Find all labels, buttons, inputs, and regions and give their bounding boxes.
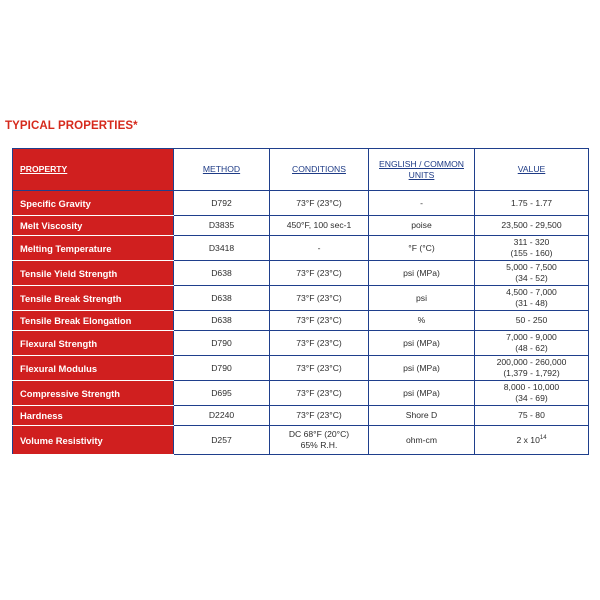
units-cell: ohm-cm (369, 426, 475, 455)
conditions-cell: 73°F (23°C) (270, 381, 369, 406)
value-cell (475, 356, 589, 381)
table-row (13, 236, 589, 261)
conditions-cell: 73°F (23°C) (270, 286, 369, 311)
header-value: VALUE (475, 149, 589, 191)
property-cell: Tensile Break Strength (13, 286, 174, 311)
units-cell: psi (MPa) (369, 331, 475, 356)
conditions-cell: 450°F, 100 sec-1 (270, 216, 369, 236)
header-method: METHOD (174, 149, 270, 191)
value-cell (475, 236, 589, 261)
method-cell: D790 (174, 356, 270, 381)
conditions-cell: 73°F (23°C) (270, 311, 369, 331)
units-cell: Shore D (369, 406, 475, 426)
value-line: 311 - 320 (513, 237, 550, 247)
header-units: ENGLISH / COMMON UNITS (369, 149, 475, 191)
method-cell: D638 (174, 261, 270, 286)
units-cell: - (369, 191, 475, 216)
properties-table (12, 148, 589, 455)
value-line-metric: (1,379 - 1,792) (503, 368, 560, 378)
units-cell: psi (MPa) (369, 356, 475, 381)
table-row (13, 286, 589, 311)
method-cell: D257 (174, 426, 270, 455)
value-line-metric: (34 - 69) (515, 393, 548, 403)
conditions-cell: 73°F (23°C) (270, 191, 369, 216)
value-cell (475, 286, 589, 311)
value-line: 200,000 - 260,000 (496, 357, 567, 367)
units-cell: psi (369, 286, 475, 311)
method-cell: D792 (174, 191, 270, 216)
value-cell: 1.75 - 1.77 (475, 191, 589, 216)
value-base: 2 x 10 (516, 434, 540, 445)
property-cell: Tensile Yield Strength (13, 261, 174, 286)
conditions-cell: 73°F (23°C) (270, 331, 369, 356)
property-cell: Hardness (13, 406, 174, 426)
method-cell: D2240 (174, 406, 270, 426)
conditions-cell: 73°F (23°C) (270, 406, 369, 426)
value-line-metric: (31 - 48) (515, 298, 548, 308)
value-cell (475, 261, 589, 286)
units-cell: °F (°C) (369, 236, 475, 261)
value-line: 8,000 - 10,000 (503, 382, 560, 392)
conditions-cell: - (270, 236, 369, 261)
value-cell (475, 426, 589, 455)
property-cell: Volume Resistivity (13, 426, 174, 455)
table-row (13, 261, 589, 286)
units-cell: % (369, 311, 475, 331)
property-cell: Melting Temperature (13, 236, 174, 261)
units-cell: psi (MPa) (369, 261, 475, 286)
method-cell: D3418 (174, 236, 270, 261)
value-cell: 23,500 - 29,500 (475, 216, 589, 236)
value-cell: 75 - 80 (475, 406, 589, 426)
table-header-row (13, 149, 589, 191)
value-line: 4,500 - 7,000 (506, 287, 557, 297)
table-row (13, 356, 589, 381)
value-cell (475, 331, 589, 356)
units-cell: poise (369, 216, 475, 236)
header-property: PROPERTY (13, 149, 174, 191)
conditions-cell: 73°F (23°C) (270, 356, 369, 381)
value-exponent: 14 (539, 434, 547, 441)
property-cell: Flexural Modulus (13, 356, 174, 381)
page-title: TYPICAL PROPERTIES* (5, 120, 138, 132)
method-cell: D790 (174, 331, 270, 356)
table-row (13, 331, 589, 356)
value-line-metric: (48 - 62) (515, 343, 548, 353)
value-line-metric: (155 - 160) (510, 248, 553, 258)
value-line: 5,000 - 7,500 (506, 262, 557, 272)
table-row (13, 216, 589, 236)
method-cell: D638 (174, 286, 270, 311)
method-cell: D3835 (174, 216, 270, 236)
value-cell: 50 - 250 (475, 311, 589, 331)
method-cell: D638 (174, 311, 270, 331)
conditions-line-humidity: 65% R.H. (300, 440, 338, 450)
units-cell: psi (MPa) (369, 381, 475, 406)
table-row (13, 191, 589, 216)
table-row (13, 426, 589, 455)
property-cell: Tensile Break Elongation (13, 311, 174, 331)
conditions-cell: 73°F (23°C) (270, 261, 369, 286)
table-row (13, 311, 589, 331)
property-cell: Compressive Strength (13, 381, 174, 406)
table-row (13, 406, 589, 426)
conditions-line: DC 68°F (20°C) (288, 429, 350, 439)
table-row (13, 381, 589, 406)
property-cell: Melt Viscosity (13, 216, 174, 236)
value-line: 7,000 - 9,000 (506, 332, 557, 342)
value-line-metric: (34 - 52) (515, 273, 548, 283)
header-conditions: CONDITIONS (270, 149, 369, 191)
property-cell: Specific Gravity (13, 191, 174, 216)
method-cell: D695 (174, 381, 270, 406)
value-cell (475, 381, 589, 406)
conditions-cell (270, 426, 369, 455)
property-cell: Flexural Strength (13, 331, 174, 356)
